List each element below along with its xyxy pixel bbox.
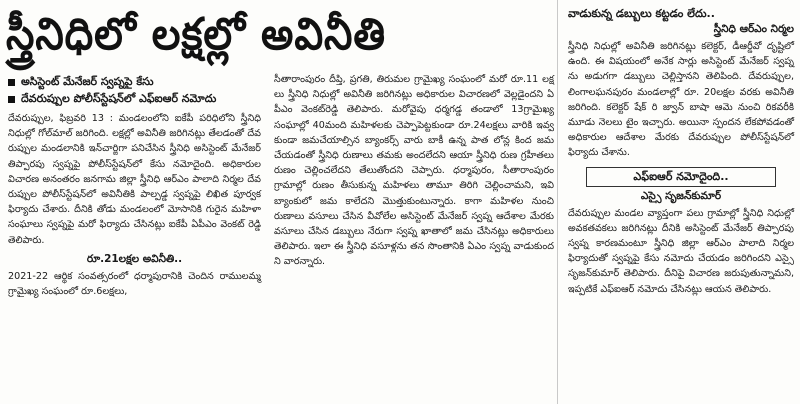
left-column [0, 0, 265, 299]
article-headline: స్త్రీనిధిలో లక్షల్లో అవినీతి [6, 9, 386, 60]
middle-body-text: సీతారాంపురం దీప్తి, ప్రగతి, తిరుమల గ్రామైఖ్య సంఘంలో మరో రూ.11 లక్షలు స్త్రీనిధి నిధుల్లో అవినీతి జరిగినట్లు అధికారుల విచారణలో వెల్లడైందని ఏపీఎం వెంకట్‌రెడ్డి తెలిపారు. మరోవైపు ధర్మగడ్డ తండాలో 13గ్రామైఖ్య సంఘాల్లో 40మంది మహిళలకు చెప్పాపెట్టకుండా రూ.24లక్షలు వారికి ఇవ్వకుండా జమచేయాల్సిన బ్యాంకర్స్ వారు బాకీ ఉన్న పాత లోన్ల కింద జమచేయడంతో స్త్రీనిధి రుణాలు తమకు అందలేదని ఆయా స్త్రీనిధి రుణ గ్రహీతలు రుణం చెల్లించలేదని తేలుతోందని చెప్పారు. ధర్మాపురం, సీతారాంపురం గ్రామాల్లో రుణం తీసుకున్న మహిళలు తామూ తిరిగి చెల్లించామని, ఇవి బ్యాంకులో జమ కాలేదని మొత్తుకుంటున్నారు. కాగా మహిళల నుంచి రుణాలు వసూలు చేసిన వీవోలేల అసిస్టెంట్ మేనేజర్ స్వప్న ఆదేశాల మేరకు వసూలు చేసిన డబ్బులు నేరుగా స్వప్న ఖాతాలో జమ చేసినట్లు అధికారులు తెలిపారు. ఇలా ఈ స్త్రీనిధి వసూళ్లను తన సొంతానికి ఏఎం స్వప్న వాడుకుందని వారన్నారు. [274, 74, 554, 268]
bullet-item: దేవరుప్పుల పోలీస్‌స్టేషన్‌లో ఎఫ్‌ఐఆర్ నమోదు [8, 91, 261, 107]
left-subheading: రూ.21లక్షల అవినీతి.. [86, 252, 183, 265]
fir-subheading: ఎస్సై సృజన్‌కుమార్ [640, 189, 722, 202]
middle-column [268, 0, 558, 270]
bullet-square-icon [8, 96, 15, 103]
bullet-square-icon [8, 79, 15, 86]
left-body-text: దేవరుప్పుల, ఫిబ్రవరి 13 : మండలంలోని ఐకేపీ పరిధిలోని స్త్రీనిధి నిధుల్లో గోల్‌మాల్ జరిగింది. లక్షల్లో అవినీతి జరిగినట్లు తేలడంతో దేవరుప్పుల మండలానికి ఇన్‌చార్జిగా పనిచేసిన స్త్రీనిధి అసిస్టెంట్ మేనేజర్ తిప్పారపు స్వప్నపై పోలీస్‌స్టేషన్‌లో కేసు నమోదైంది. అధికారుల విచారణ అనంతరం జనగామ జిల్లా స్త్రీనిధి ఆర్‌ఎం పాలాది నిర్మల దేవరుప్పుల పోలీస్‌స్టేషన్‌లో అవినీతికి పాల్పడ్డ స్వప్నపై లిఖిత పూర్వక ఫిర్యాదు చేశారు. దీనికి తోడు మండలంలో మోసానికి గురైన మహిళా సంఘాలు స్వప్నపై మరో ఫిర్యాదు చేసినట్లు ఐకేపీ ఏపీఎం వెంకట్ రెడ్డి తెలిపారు. [8, 113, 261, 246]
bullet-item: అసిస్టెంట్ మేనేజర్ స్వప్నపై కేసు [8, 74, 261, 90]
fir-boxed-heading: ఎఫ్‌ఐఆర్ నమోదైంది.. [586, 167, 776, 187]
right-column [562, 0, 800, 297]
headline-bullets [8, 74, 261, 107]
right-subheading: స్త్రీనిధి ఆర్‌ఎం నిర్మల [713, 23, 794, 35]
right-body-text: స్త్రీనిధి నిధుల్లో అవినీతి జరిగినట్లు కలెక్టర్, డీఆర్డీవో దృష్టిలో ఉంది. ఈ విషయంలో అనేక సార్లు అసిస్టెంట్ మేనేజర్ స్వప్నను అడుగగా డబ్బులు చెల్లిస్తానని తెలిపింది. దేవరుప్పుల, లింగాలఘనపురం మండలాల్లో రూ. 20లక్షల వరకు అవినీతి జరిగింది. కలెక్టర్ షేక్ రి జ్వాన్ బాషా ఆమె నుంచి రికవరీకి మూడు నెలలు టైం ఇచ్చారు. అయినా స్పందన లేకపోవడంతో అధికారుల ఆదేశాల మేరకు దేవరుప్పుల పోలీస్‌స్టేషన్‌లో ఫిర్యాదు చేశాను. [568, 41, 794, 159]
right-heading: వాడుకున్న డబ్బులు కట్టడం లేదు.. [568, 7, 715, 20]
fir-body-text: దేవరుప్పుల మండల వ్యాప్తంగా పలు గ్రామాల్లో స్త్రీనిధి నిధుల్లో అవకతవకలు జరిగినట్లు దీనికి అసిస్టెంట్ మేనేజర్ తిప్పారపు స్వప్న కారణమంటూ స్త్రీనిధి జిల్లా ఆర్‌ఎం పాలాది నిర్మల ఫిర్యాదుతో స్వప్నపై కేసు నమోదు చేయడం జరిగిందని ఎస్సై సృజన్‌కుమార్ తెలిపారు. దీనిపై విచారణ జరుపుతున్నామని, ఇప్పటికే ఎఫ్‌ఐఆర్ నమోదు చేసినట్లు ఆయన తెలిపారు. [568, 207, 794, 295]
left-body-text-2: 2021-22 ఆర్థిక సంవత్సరంలో ధర్మాపురానికి చెందిన రాములమ్మ గ్రామైఖ్య సంఘంలో రూ.6లక్షలు, [8, 270, 261, 298]
